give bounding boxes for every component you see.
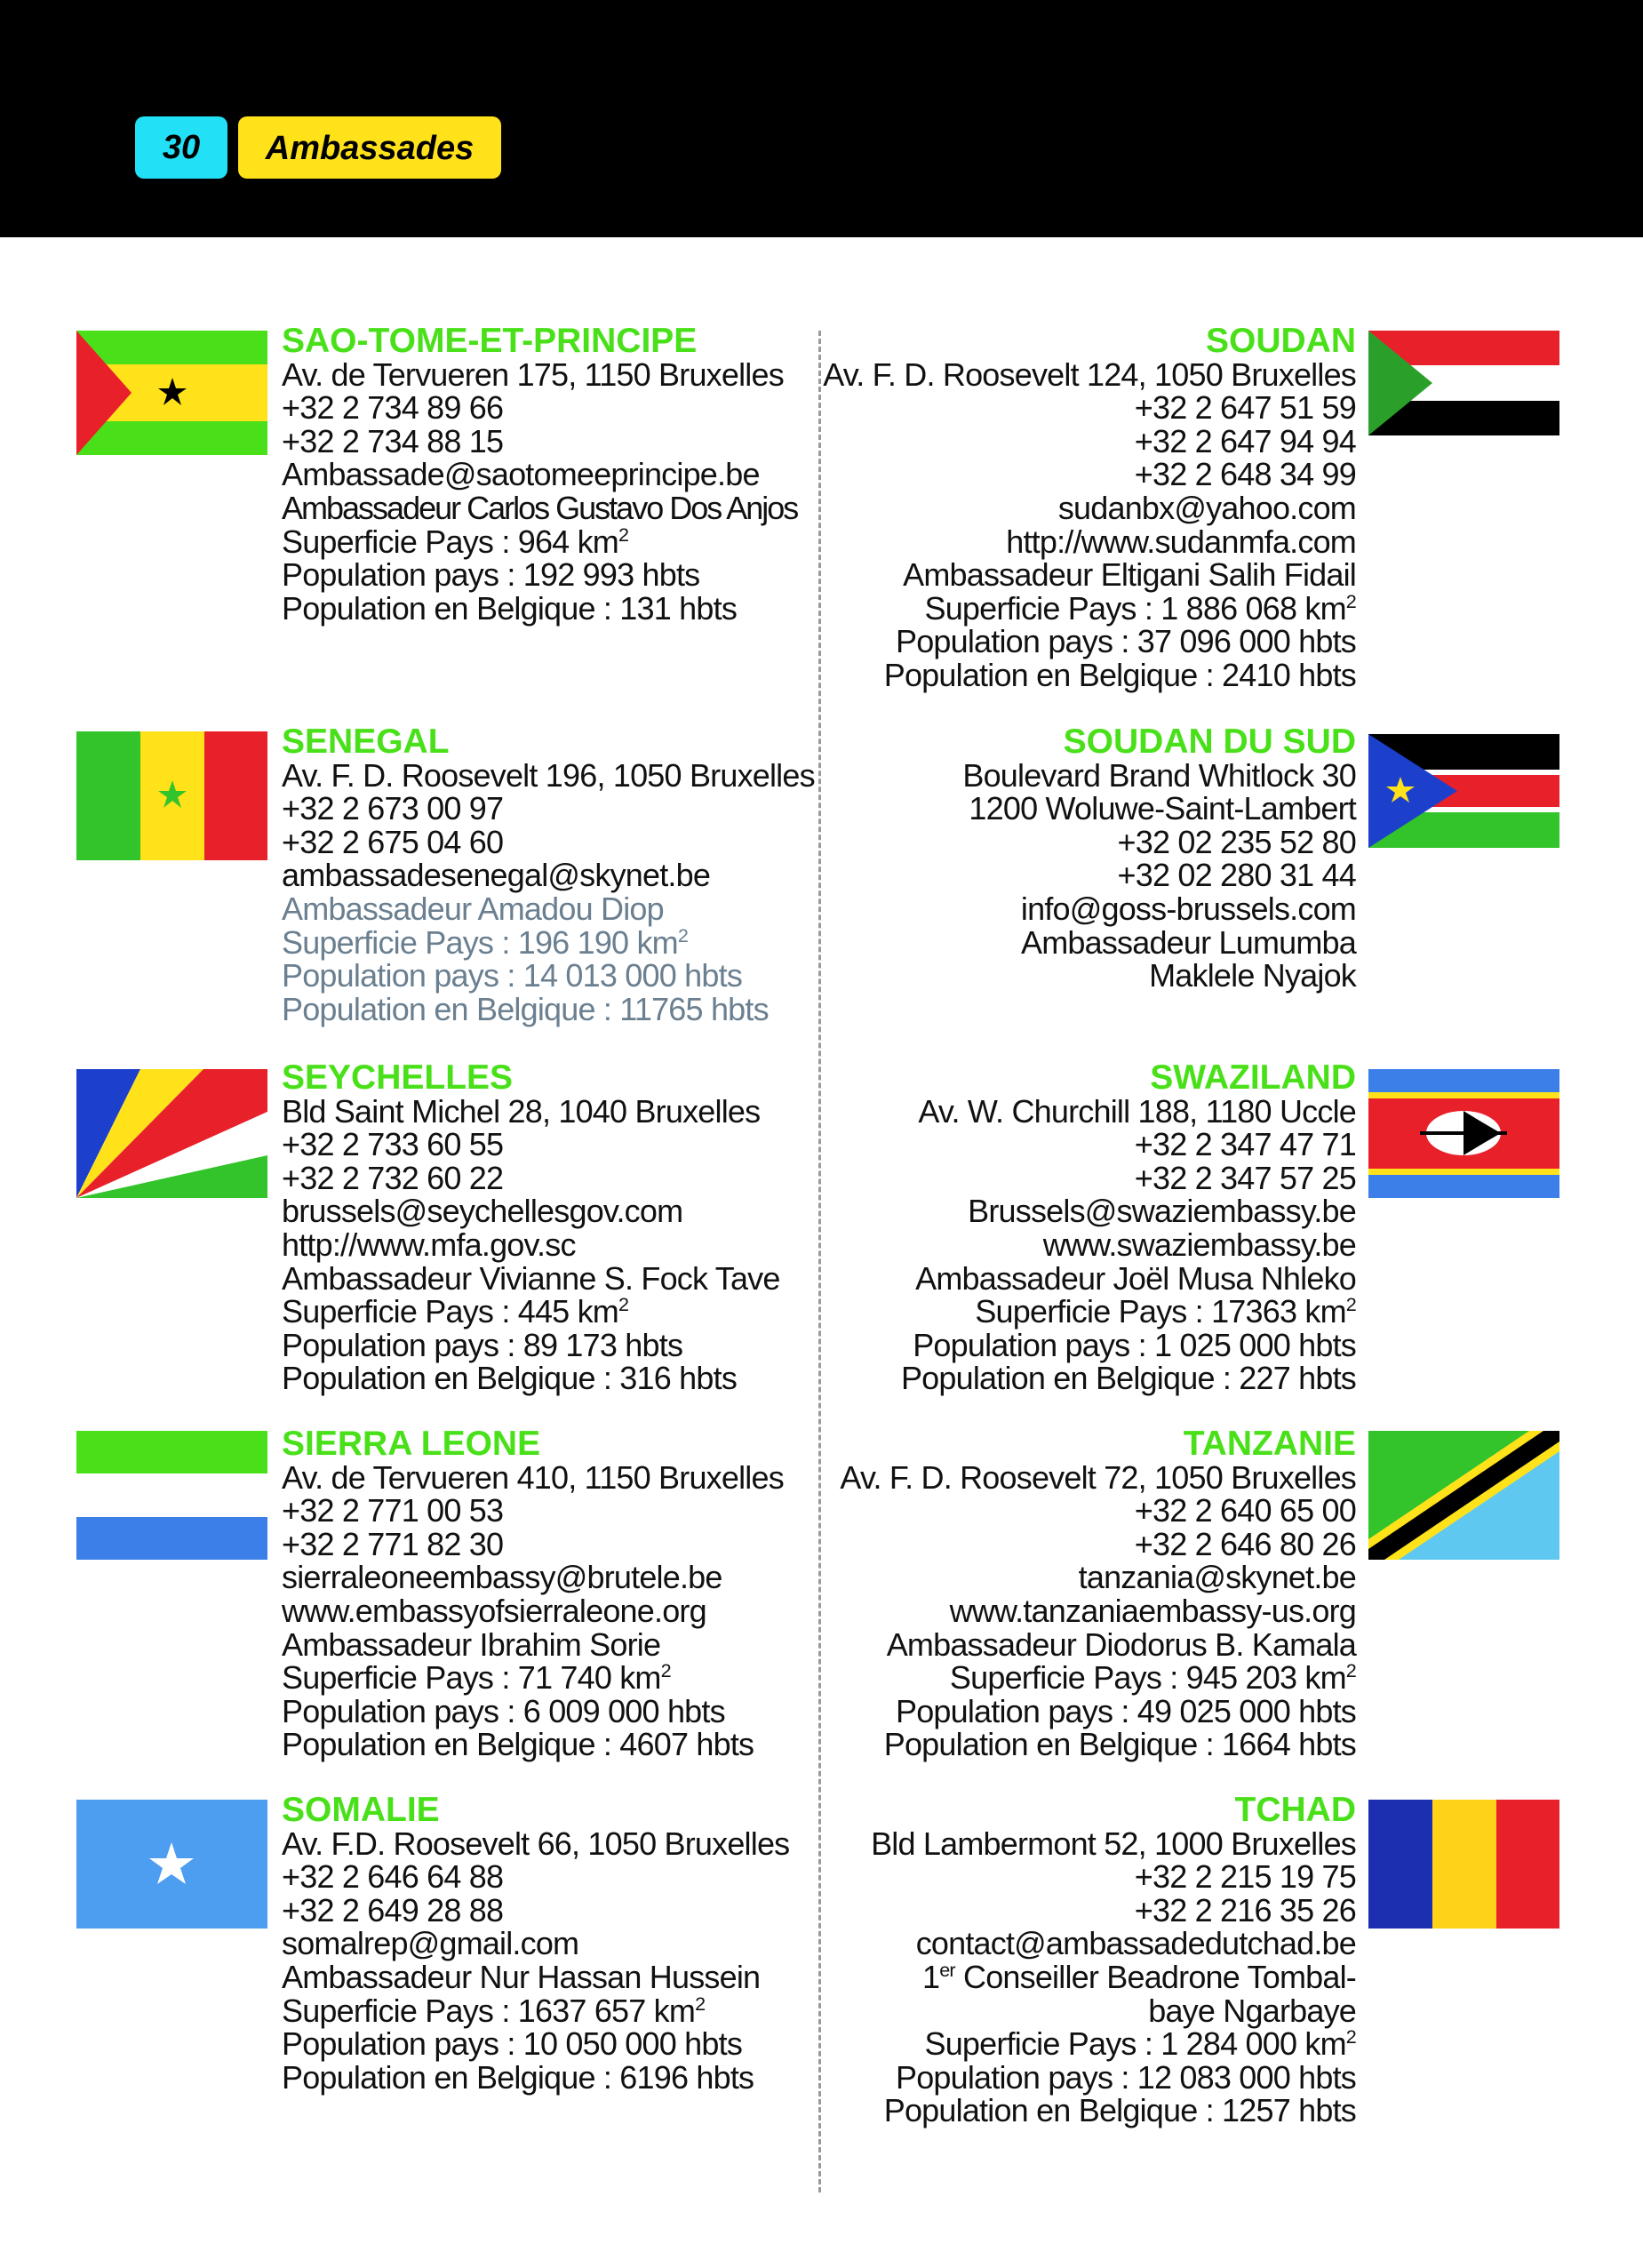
- superficie: Superficie Pays : 1637 657 $km^2$: [282, 1992, 706, 2029]
- ambassador: Ambassadeur Vivianne S. Fock Tave: [282, 1259, 780, 1297]
- population: Population pays : 37 096 000 hbts: [895, 623, 1356, 660]
- embassy-tchad: [871, 1793, 1356, 2128]
- address: Av. F.D. Roosevelt 66, 1050 Bruxelles: [282, 1825, 790, 1862]
- phone: +32 2 646 80 26: [1134, 1525, 1356, 1562]
- superficie: Superficie Pays : 445 $km^2$: [282, 1293, 629, 1330]
- population-belgique: Population en Belgique : 131 hbts: [282, 589, 738, 627]
- population: Population pays : 6 009 000 hbts: [282, 1692, 725, 1729]
- superficie: Superficie Pays : 1 886 068 $km^2$: [924, 589, 1356, 627]
- email: sierraleoneembassy@brutele.be: [282, 1559, 722, 1596]
- page-number: 30: [135, 116, 227, 179]
- phone: +32 2 771 00 53: [282, 1492, 504, 1529]
- address: Av. F. D. Roosevelt 124, 1050 Bruxelles: [823, 355, 1356, 393]
- population: Population pays : 89 173 hbts: [282, 1326, 683, 1363]
- population-belgique: Population en Belgique : 2410 hbts: [883, 656, 1356, 693]
- phone: +32 2 732 60 22: [282, 1159, 504, 1196]
- header-bar: [0, 0, 1643, 237]
- website: www.tanzaniaembassy-us.org: [949, 1592, 1356, 1629]
- phone: +32 2 734 89 66: [282, 389, 504, 427]
- country-name: SOUDAN: [1205, 322, 1356, 360]
- embassy-senegal: [282, 725, 815, 1026]
- address: Av. de Tervueren 175, 1150 Bruxelles: [282, 355, 784, 393]
- website: www.swaziembassy.be: [1042, 1226, 1356, 1263]
- embassy-soudan: [823, 324, 1356, 692]
- ambassador: Maklele Nyajok: [1149, 957, 1356, 994]
- superficie: Superficie Pays : 196 190 $km^2$: [282, 923, 689, 961]
- population: Population pays : 49 025 000 hbts: [895, 1692, 1356, 1729]
- counselor: 1er Conseiller Beadrone Tombal-: [921, 1958, 1356, 1995]
- embassy-tanzanie: [840, 1427, 1356, 1761]
- flag-soudan: [1368, 331, 1559, 435]
- column-divider: [818, 331, 821, 2192]
- country-name: SIERRA LEONE: [282, 1425, 541, 1463]
- email: sudanbx@yahoo.com: [1057, 489, 1356, 526]
- ambassador: Ambassadeur Ibrahim Sorie: [282, 1625, 661, 1663]
- flag-seychelles: [76, 1069, 267, 1198]
- phone: +32 2 646 64 88: [282, 1858, 504, 1896]
- population-belgique: Population en Belgique : 4607 hbts: [282, 1726, 754, 1763]
- email: Brussels@swaziembassy.be: [968, 1193, 1356, 1230]
- phone: +32 2 649 28 88: [282, 1891, 504, 1929]
- flag-soudan-du-sud: [1368, 734, 1559, 848]
- phone: +32 2 647 51 59: [1134, 389, 1356, 427]
- embassy-somalie: [282, 1793, 789, 2094]
- country-name: SAO-TOME-ET-PRINCIPE: [282, 322, 698, 360]
- email: Ambassade@saotomeeprincipe.be: [282, 456, 760, 493]
- phone: +32 02 235 52 80: [1117, 823, 1356, 860]
- address: 1200 Woluwe-Saint-Lambert: [969, 790, 1356, 827]
- phone: +32 2 733 60 55: [282, 1126, 504, 1163]
- email: somalrep@gmail.com: [282, 1925, 579, 1962]
- counselor: baye Ngarbaye: [1148, 1992, 1356, 2029]
- embassy-soudan-du-sud: [962, 725, 1356, 993]
- phone: +32 2 675 04 60: [282, 823, 504, 860]
- phone: +32 2 648 34 99: [1134, 456, 1356, 493]
- country-name: SENEGAL: [282, 723, 450, 761]
- address: Av. F. D. Roosevelt 72, 1050 Bruxelles: [840, 1458, 1356, 1496]
- website: http://www.mfa.gov.sc: [282, 1226, 576, 1263]
- population: Population pays : 10 050 000 hbts: [282, 2025, 743, 2063]
- population: Population pays : 12 083 000 hbts: [895, 2058, 1356, 2096]
- superficie: Superficie Pays : 17363 $km^2$: [975, 1293, 1356, 1330]
- country-name: SEYCHELLES: [282, 1058, 514, 1097]
- superficie: Superficie Pays : 71 740 $km^2$: [282, 1659, 671, 1697]
- phone: +32 2 216 35 26: [1134, 1891, 1356, 1929]
- superficie: Superficie Pays : 964 $km^2$: [282, 523, 629, 560]
- population-belgique: Population en Belgique : 1664 hbts: [883, 1726, 1356, 1763]
- email: tanzania@skynet.be: [1078, 1559, 1356, 1596]
- ambassador: Ambassadeur Eltigani Salih Fidail: [903, 556, 1356, 594]
- population-belgique: Population en Belgique : 1257 hbts: [883, 2092, 1356, 2129]
- phone: +32 02 280 31 44: [1117, 857, 1356, 894]
- phone: +32 2 215 19 75: [1134, 1858, 1356, 1896]
- address: Av. W. Churchill 188, 1180 Uccle: [918, 1092, 1356, 1130]
- ambassador: Ambassadeur Amadou Diop: [282, 890, 664, 927]
- flag-tanzanie: [1368, 1431, 1559, 1560]
- phone: +32 2 771 82 30: [282, 1525, 504, 1562]
- website: www.embassyofsierraleone.org: [282, 1592, 706, 1629]
- phone: +32 2 347 57 25: [1134, 1159, 1356, 1196]
- phone: +32 2 347 47 71: [1134, 1126, 1356, 1163]
- country-name: SWAZILAND: [1150, 1058, 1356, 1097]
- flag-sierra-leone: [76, 1431, 267, 1560]
- superficie: Superficie Pays : 945 203 $km^2$: [949, 1659, 1356, 1697]
- country-name: TANZANIE: [1183, 1425, 1356, 1463]
- country-name: SOMALIE: [282, 1791, 440, 1829]
- address: Bld Lambermont 52, 1000 Bruxelles: [871, 1825, 1356, 1862]
- flag-somalie: [76, 1800, 267, 1929]
- phone: +32 2 734 88 15: [282, 422, 504, 459]
- section-title: Ambassades: [238, 116, 501, 179]
- phone: +32 2 640 65 00: [1134, 1492, 1356, 1529]
- population: Population pays : 1 025 000 hbts: [913, 1326, 1356, 1363]
- population: Population pays : 14 013 000 hbts: [282, 957, 743, 994]
- flag-tchad: [1368, 1800, 1559, 1929]
- population-belgique: Population en Belgique : 316 hbts: [282, 1360, 738, 1397]
- embassy-sao-tome: [282, 324, 797, 625]
- ambassador: Ambassadeur Joël Musa Nhleko: [915, 1259, 1356, 1297]
- superficie: Superficie Pays : 1 284 000 $km^2$: [924, 2025, 1356, 2063]
- ambassador: Ambassadeur Lumumba: [1020, 923, 1356, 961]
- address: Boulevard Brand Whitlock 30: [962, 756, 1356, 794]
- phone: +32 2 673 00 97: [282, 790, 504, 827]
- flag-senegal: [76, 731, 267, 860]
- population-belgique: Population en Belgique : 11765 hbts: [282, 990, 769, 1027]
- flag-sao-tome: [76, 331, 267, 455]
- population: Population pays : 192 993 hbts: [282, 556, 700, 594]
- website: http://www.sudanmfa.com: [1006, 523, 1356, 560]
- country-name: TCHAD: [1234, 1791, 1356, 1829]
- email: contact@ambassadedutchad.be: [915, 1925, 1356, 1962]
- embassy-seychelles: [282, 1058, 780, 1397]
- email: ambassadesenegal@skynet.be: [282, 857, 711, 894]
- embassy-swaziland: [900, 1058, 1356, 1397]
- country-name: SOUDAN DU SUD: [1063, 723, 1356, 761]
- email: brussels@seychellesgov.com: [282, 1193, 683, 1230]
- population-belgique: Population en Belgique : 6196 hbts: [282, 2058, 754, 2096]
- address: Bld Saint Michel 28, 1040 Bruxelles: [282, 1092, 761, 1130]
- ambassador: Ambassadeur Nur Hassan Hussein: [282, 1958, 761, 1995]
- phone: +32 2 647 94 94: [1134, 422, 1356, 459]
- email: info@goss-brussels.com: [1020, 890, 1356, 927]
- embassy-sierra-leone: [282, 1427, 784, 1761]
- flag-swaziland: [1368, 1069, 1559, 1198]
- ambassador: Ambassadeur Carlos Gustavo Dos Anjos: [282, 489, 798, 526]
- address: Av. de Tervueren 410, 1150 Bruxelles: [282, 1458, 784, 1496]
- ambassador: Ambassadeur Diodorus B. Kamala: [886, 1625, 1356, 1663]
- population-belgique: Population en Belgique : 227 hbts: [900, 1360, 1356, 1397]
- address: Av. F. D. Roosevelt 196, 1050 Bruxelles: [282, 756, 815, 794]
